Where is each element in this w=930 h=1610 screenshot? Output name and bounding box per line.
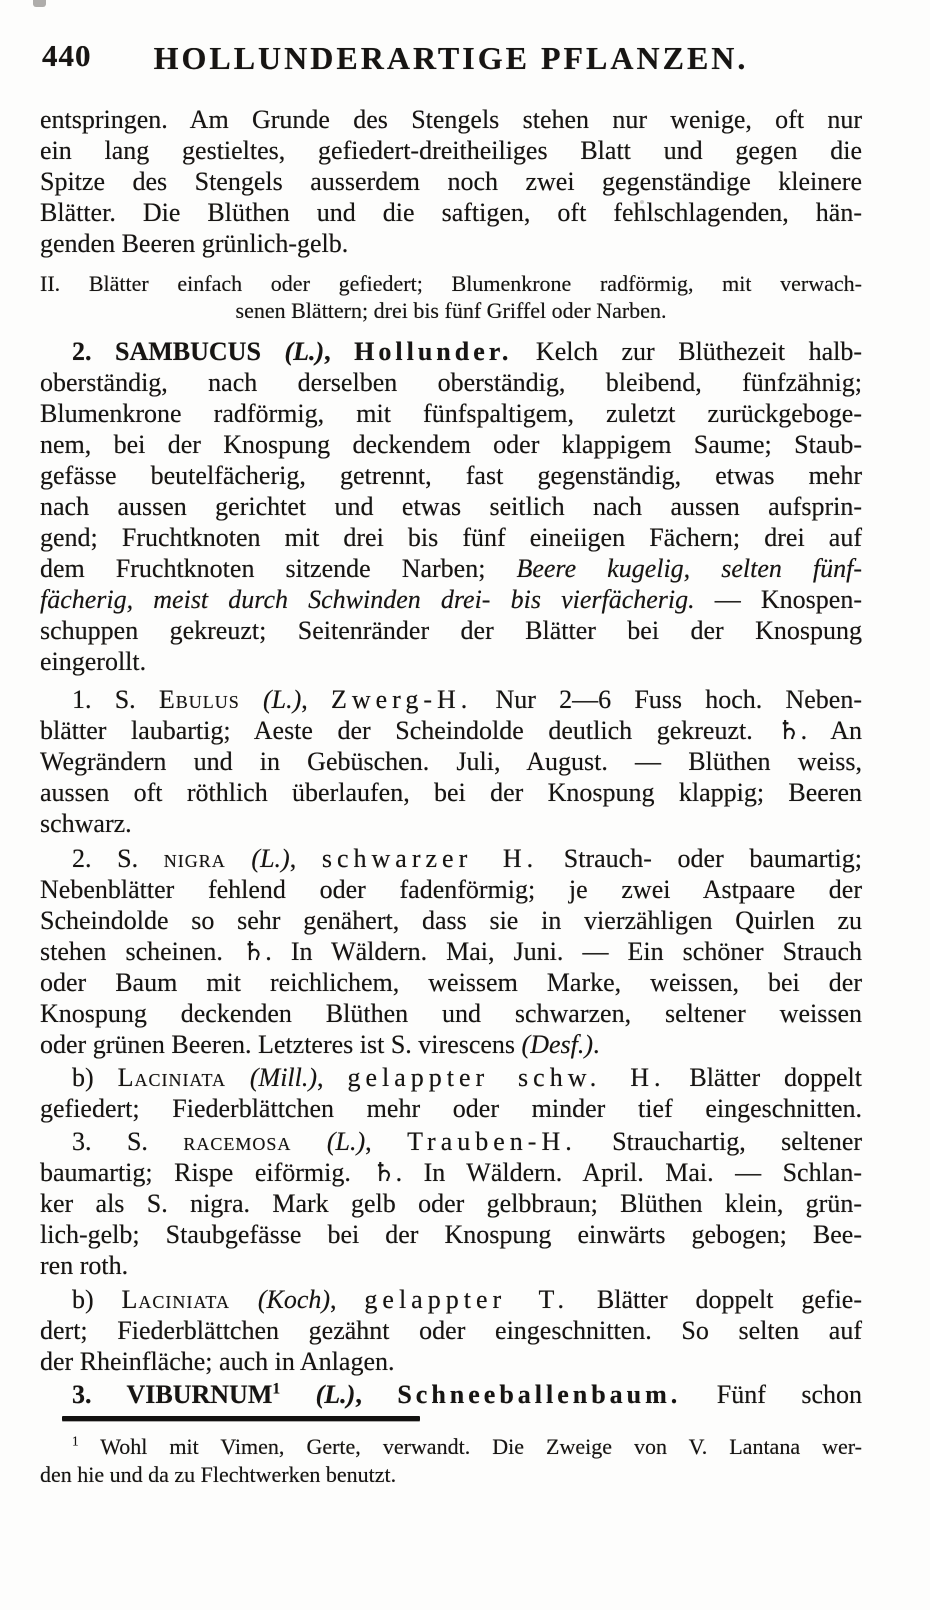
text-segment: Knospung deckenden Blüthen und schwarzen, seltener weissen	[40, 999, 862, 1028]
text-segment: (Desf.)	[521, 1030, 594, 1059]
text-line	[40, 1315, 862, 1346]
text-segment: Nur 2—6 Fuss hoch. Neben-	[472, 685, 862, 714]
text-line	[40, 1379, 862, 1410]
text-segment: 2. S.	[72, 844, 164, 873]
text-segment: Scheindolde so sehr genähert, dass sie in vierzähligen Quirlen zu	[40, 906, 862, 935]
text-line	[40, 460, 862, 491]
text-line	[40, 1461, 862, 1489]
text-segment: Blumenkrone radförmig, mit fünfspaltigem, zuletzt zurückgeboge-	[40, 399, 862, 428]
text-line	[40, 684, 862, 715]
text-segment: Laciniata	[121, 1285, 230, 1314]
text-segment: dem Fruchtknoten sitzende Narben;	[40, 554, 517, 583]
page-number: 440	[42, 38, 92, 73]
species-racemosa	[40, 1126, 862, 1281]
text-segment: 1	[272, 1380, 281, 1398]
text-line	[40, 104, 862, 135]
text-segment: (Mill.)	[249, 1063, 318, 1092]
text-segment	[291, 1127, 326, 1156]
text-segment: 1. S.	[72, 685, 159, 714]
species-ebulus	[40, 684, 862, 839]
text-segment: ,	[289, 844, 322, 873]
text-segment: — Knospen-	[694, 585, 862, 614]
text-segment: 3. S.	[72, 1127, 184, 1156]
text-segment: stehen scheinen. ♄. In Wäldern. Mai, Juni. — Ein schöner Strauch	[40, 937, 862, 966]
text-segment: Laciniata	[117, 1063, 226, 1092]
text-segment: Wohl mit Vimen, Gerte, verwandt. Die Zweige von V. Lantana wer-	[78, 1434, 862, 1459]
text-segment: eingerollt.	[40, 647, 147, 676]
text-segment: Fünf schon	[681, 1380, 863, 1409]
text-segment: dert; Fiederblättchen gezähnt oder eingeschnitten. So selten auf	[40, 1316, 862, 1345]
text-segment: .	[593, 1030, 600, 1059]
text-line	[40, 429, 862, 460]
text-segment: oder grünen Beeren. Letzteres ist S. virescens	[40, 1030, 522, 1059]
text-line	[40, 522, 862, 553]
text-segment: blätter laubartig; Aeste der Scheindolde deutlich gekreuzt. ♄. An	[40, 716, 862, 745]
footnote	[40, 1433, 862, 1489]
text-line	[40, 228, 862, 259]
text-segment: schwarzer H.	[321, 844, 539, 873]
text-segment: entspringen. Am Grunde des Stengels stehen nur wenige, oft nur	[40, 105, 862, 134]
text-segment	[240, 685, 263, 714]
text-segment: gelappter T.	[364, 1285, 570, 1314]
text-line	[40, 398, 862, 429]
text-segment	[226, 844, 252, 873]
genus-sambucus	[40, 336, 862, 677]
text-line	[40, 1157, 862, 1188]
text-line	[40, 1219, 862, 1250]
text-segment: nem, bei der Knospung deckendem oder klappigem Saume; Staub-	[40, 430, 862, 459]
text-line	[40, 584, 862, 615]
text-line	[40, 297, 862, 324]
text-segment: ,	[301, 685, 331, 714]
text-segment: oberständig, nach derselben oberständig, bleibend, fünfzähnig;	[40, 368, 862, 397]
text-segment: oder Baum mit reichlichem, weissem Marke, weissen, bei der	[40, 968, 862, 997]
text-segment: 3. VIBURNUM	[72, 1380, 273, 1409]
text-line	[40, 1433, 862, 1461]
variety-laciniata-koch	[40, 1284, 862, 1377]
text-segment: gefässe beutelfächerig, getrennt, fast gegenständig, etwas mehr	[40, 461, 862, 490]
variety-laciniata-mill	[40, 1062, 862, 1124]
running-title: HOLLUNDERARTIGE PFLANZEN.	[153, 40, 749, 76]
text-line	[40, 936, 862, 967]
text-line	[40, 1126, 862, 1157]
text-line	[40, 746, 862, 777]
footnote-rule	[62, 1416, 420, 1421]
text-segment: gend; Fruchtknoten mit drei bis fünf eineiigen Fächern; drei auf	[40, 523, 862, 552]
text-segment	[226, 1063, 250, 1092]
text-segment: 2. SAMBUCUS	[72, 337, 285, 366]
text-line	[40, 967, 862, 998]
text-line	[40, 336, 862, 367]
text-line	[40, 843, 862, 874]
text-line	[40, 166, 862, 197]
text-line	[40, 1029, 862, 1060]
text-segment: racemosa	[183, 1127, 292, 1156]
text-segment: den hie und da zu Flechtwerken benutzt.	[40, 1462, 397, 1487]
text-line	[40, 1093, 862, 1124]
text-segment: gelappter schw. H.	[347, 1063, 666, 1092]
text-segment: Strauch- oder baumartig;	[538, 844, 863, 873]
text-line	[40, 491, 862, 522]
text-segment: genden Beeren grünlich-gelb.	[40, 229, 349, 258]
text-line	[40, 998, 862, 1029]
text-segment: Strauchartig, seltener	[576, 1127, 863, 1156]
text-segment: nigra	[163, 844, 226, 873]
text-segment: (L.)	[262, 685, 302, 714]
text-segment: ein lang gestieltes, gefiedert-dreitheiliges Blatt und gegen die	[40, 136, 862, 165]
text-segment: Kelch zur Blüthezeit halb-	[512, 337, 862, 366]
text-line	[40, 1062, 862, 1093]
key-section-ii	[40, 270, 862, 324]
text-segment: nach aussen gerichtet und etwas seitlich nach aussen aufsprin-	[40, 492, 862, 521]
text-segment: der Rheinfläche; auch in Anlagen.	[40, 1347, 395, 1376]
text-segment: Blätter. Die Blüthen und die saftigen, oft fehlschlagenden, hän-	[40, 198, 862, 227]
text-segment: 1	[72, 1433, 79, 1449]
text-segment: ren roth.	[40, 1251, 129, 1280]
text-segment: gefiedert; Fiederblättchen mehr oder minder tief eingeschnitten.	[40, 1094, 862, 1123]
text-segment: aussen oft röthlich überlaufen, bei der Knospung klappig; Beeren	[40, 778, 862, 807]
text-segment: II. Blätter einfach oder gefiedert; Blumenkrone radförmig, mit verwach-	[40, 271, 862, 296]
text-segment: ,	[365, 1127, 408, 1156]
text-line	[40, 553, 862, 584]
text-segment: Zwerg-H.	[330, 685, 473, 714]
text-line	[40, 1250, 862, 1281]
text-line	[40, 1284, 862, 1315]
text-segment: Schneeballenbaum.	[397, 1380, 682, 1409]
intro-paragraph	[40, 104, 862, 259]
species-nigra	[40, 843, 862, 1060]
text-segment: Blätter doppelt gefie-	[569, 1285, 862, 1314]
text-segment: senen Blättern; drei bis fünf Griffel oder Narben.	[235, 298, 667, 323]
text-segment: (Koch)	[257, 1285, 331, 1314]
text-segment: (L.)	[251, 844, 290, 873]
text-segment: b)	[72, 1063, 118, 1092]
text-segment: Wegrändern und in Gebüschen. Juli, August. — Blüthen weiss,	[40, 747, 862, 776]
text-segment: (L.)	[326, 1127, 366, 1156]
text-segment: Beere kugelig, selten fünf-	[516, 554, 862, 583]
text-segment: baumartig; Rispe eiförmig. ♄. In Wäldern. April. Mai. — Schlan-	[40, 1158, 862, 1187]
text-segment: lich-gelb; Staubgefässe bei der Knospung einwärts gebogen; Bee-	[40, 1220, 862, 1249]
text-segment: Nebenblätter fehlend oder fadenförmig; je zwei Astpaare der	[40, 875, 862, 904]
text-segment: Ebulus	[158, 685, 240, 714]
text-segment: schuppen gekreuzt; Seitenränder der Blätter bei der Knospung	[40, 616, 862, 645]
text-segment: ,	[317, 1063, 348, 1092]
text-line	[40, 367, 862, 398]
text-line	[40, 808, 862, 839]
text-line	[40, 135, 862, 166]
text-segment: Trauben-H.	[407, 1127, 577, 1156]
text-line	[40, 1188, 862, 1219]
text-line	[40, 615, 862, 646]
text-line	[40, 270, 862, 297]
text-line	[40, 777, 862, 808]
text-segment: ,	[330, 1285, 365, 1314]
text-line	[40, 715, 862, 746]
text-segment: b)	[72, 1285, 122, 1314]
text-segment: Hollunder.	[354, 337, 513, 366]
text-segment: Spitze des Stengels ausserdem noch zwei gegenständige kleinere	[40, 167, 862, 196]
text-segment: ker als S. nigra. Mark gelb oder gelbbraun; Blüthen klein, grün-	[40, 1189, 862, 1218]
text-line	[40, 874, 862, 905]
text-segment	[280, 1380, 315, 1409]
text-segment: ,	[355, 1380, 398, 1409]
text-line	[40, 905, 862, 936]
text-segment: schwarz.	[40, 809, 132, 838]
text-segment: (L.)	[284, 337, 325, 366]
text-segment: fächerig, meist durch Schwinden drei- bis vierfächerig.	[40, 585, 695, 614]
text-segment	[230, 1285, 258, 1314]
text-line	[40, 646, 862, 677]
text-segment: Blätter doppelt	[665, 1063, 862, 1092]
text-segment: (L.)	[315, 1380, 356, 1409]
text-line	[40, 1346, 862, 1377]
text-line	[40, 197, 862, 228]
genus-viburnum	[40, 1379, 862, 1410]
text-segment: ,	[324, 337, 355, 366]
